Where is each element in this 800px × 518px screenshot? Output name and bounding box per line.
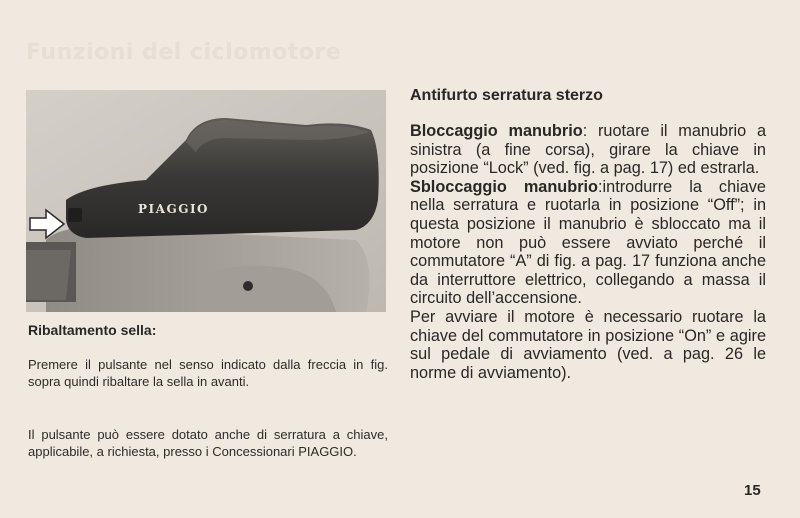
- lock-heading: Bloccaggio manubrio: [410, 122, 583, 140]
- seat-illustration: [26, 90, 386, 312]
- seat-photo: [26, 90, 386, 312]
- instruction-paragraph: Premere il pulsante nel senso indicato dalla freccia in fig. sopra quindi ribaltare la sella in avanti.: [28, 357, 388, 389]
- section-title: Antifurto serratura sterzo: [410, 87, 603, 104]
- start-block: Per avviare il motore è necessario ruotare la chiave del commutatore in posizione “On” e agire sul pedale di avviamento (ved. a pag. 26 le norme di avviamento).: [410, 307, 766, 382]
- page-number: 15: [744, 482, 761, 499]
- arrow-icon: [28, 206, 68, 242]
- unlock-block: [410, 178, 766, 308]
- lock-note-paragraph: Il pulsante può essere dotato anche di serratura a chiave, applicabile, a richiesta, presso i Concessionari PIAGGIO.: [28, 427, 388, 459]
- lock-block: [410, 122, 766, 178]
- caption-title: Ribaltamento sella:: [28, 322, 157, 338]
- faded-page-header: Funzioni del ciclomotore: [26, 40, 342, 65]
- lock-text: : ruotare il manubrio a sinistra (a fine corsa), girare la chiave in posizione “Lock” (ved. fig. a pag. 17) ed estrarla.: [410, 122, 766, 178]
- unlock-text: :introdurre la chiave nella serratura e ruotarla in posizione “Off”; in questa posizione il manubrio è sbloccato ma il motore non può essere avviato perché il commutatore “A” di fig. a pag. 17 funziona anche da interruttore elettrico, collegando a massa il circuito dell’accensione.: [410, 177, 766, 308]
- section-body: [410, 122, 766, 382]
- brand-label: PIAGGIO: [138, 202, 210, 216]
- unlock-heading: Sbloccaggio manubrio: [410, 177, 598, 196]
